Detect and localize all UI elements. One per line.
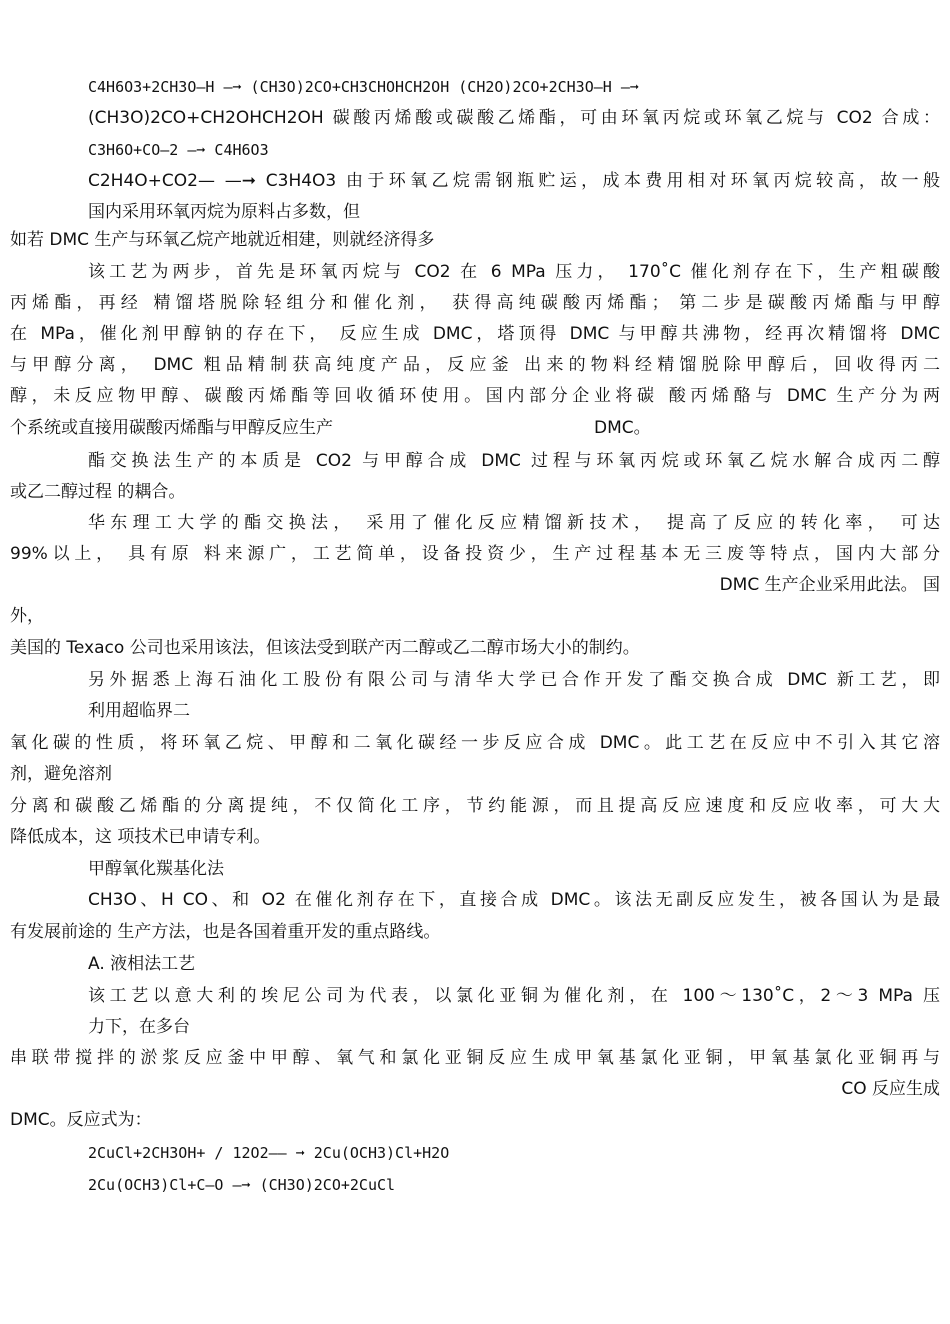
text-line: 或乙二醇过程 的耦合。 xyxy=(10,482,186,502)
text-line: DMC。反应式为： xyxy=(10,1110,152,1130)
text-line: 利用超临界二 xyxy=(88,701,190,721)
text-line: 丙烯酯，再经 精馏塔脱除轻组分和催化剂， 获得高纯碳酸丙烯酯； 第二步是碳酸丙烯酯与甲醇 xyxy=(10,293,940,313)
text-line: 美国的 Texaco 公司也采用该法，但该法受到联产丙二醇或乙二醇市场大小的制约。 xyxy=(10,638,640,658)
text-line: 该工艺为两步，首先是环氧丙烷与 CO2 在 6 MPa 压力， 170˚C 催化剂存在下，生产粗碳酸 xyxy=(88,262,940,282)
text-line: 外， xyxy=(10,606,44,626)
text-line: DMC 生产企业采用此法。 国 xyxy=(719,575,940,595)
text-line: 与甲醇分离， DMC 粗品精制获高纯度产品，反应釜 出来的物料经精馏脱除甲醇后，回收得丙二 xyxy=(10,355,940,375)
text-line: (CH3O)2CO+CH2OHCH2OH 碳酸丙烯酸或碳酸乙烯酯，可由环氧丙烷或环氧乙烷与 CO2 合成： xyxy=(88,108,940,128)
text-line: 醇，未反应物甲醇、碳酸丙烯酯等回收循环使用。国内部分企业将碳 酸丙烯酪与 DMC 生产分为两 xyxy=(10,386,940,406)
text-line: 酯交换法生产的本质是 CO2 与甲醇合成 DMC 过程与环氧丙烷或环氧乙烷水解合成丙二醇 xyxy=(88,451,940,471)
text-line: CH3O、H CO、和 O2 在催化剂存在下，直接合成 DMC。该法无副反应发生，被各国认为是最 xyxy=(88,890,940,910)
text-line: 国内采用环氧丙烷为原料占多数，但 xyxy=(88,202,360,222)
text-line: 剂，避免溶剂 xyxy=(10,764,112,784)
text-line: 如若 DMC 生产与环氧乙烷产地就近相建，则就经济得多 xyxy=(10,230,435,250)
text-line: 降低成本，这 项技术已申请专利。 xyxy=(10,827,271,847)
text-line: 力下，在多台 xyxy=(88,1017,190,1037)
equation-line: C4H6O3+2CH3O—H —➞ (CH3O)2CO+CH3CHOHCH2OH (CH2O)2CO+2CH3O—H —➞ xyxy=(88,78,639,96)
text-line: CO 反应生成 xyxy=(841,1079,940,1099)
text-line: 该工艺以意大利的埃尼公司为代表，以氯化亚铜为催化剂，在 100～130˚C，2～3 MPa 压 xyxy=(88,986,940,1006)
text-line: 个系统或直接用碳酸丙烯酯与甲醇反应生产 xyxy=(10,418,333,438)
text-line: 分离和碳酸乙烯酯的分离提纯，不仅简化工序，节约能源，而且提高反应速度和反应收率，可大大 xyxy=(10,796,940,816)
text-line: C2H4O+CO2— —➞ C3H4O3 由于环氧乙烷需钢瓶贮运，成本费用相对环氧丙烷较高，故一般 xyxy=(88,171,940,191)
text-line: 有发展前途的 生产方法，也是各国着重开发的重点路线。 xyxy=(10,922,441,942)
text-line: 99%以上， 具有原 料来源广，工艺简单，设备投资少，生产过程基本无三废等特点，国内大部分 xyxy=(10,544,940,564)
text-line: 另外据悉上海石油化工股份有限公司与清华大学已合作开发了酯交换合成 DMC 新工艺，即 xyxy=(88,670,940,690)
section-heading: 甲醇氧化羰基化法 xyxy=(88,859,224,879)
subsection-heading: A. 液相法工艺 xyxy=(88,954,196,974)
equation-line: 2Cu(OCH3)Cl+C—O —➞ (CH3O)2CO+2CuCl xyxy=(88,1176,396,1194)
text-fragment: DMC。 xyxy=(594,418,651,438)
text-line: 华东理工大学的酯交换法， 采用了催化反应精馏新技术， 提高了反应的转化率， 可达 xyxy=(88,513,940,533)
text-line: 串联带搅拌的淤浆反应釜中甲醇、氧气和氯化亚铜反应生成甲氧基氯化亚铜，甲氧基氯化亚铜再与 xyxy=(10,1048,940,1068)
text-line: 氧化碳的性质，将环氧乙烷、甲醇和二氧化碳经一步反应合成 DMC。此工艺在反应中不引入其它溶 xyxy=(10,733,940,753)
equation-line: C3H6O+CO—2 —➞ C4H6O3 xyxy=(88,141,269,159)
equation-line: 2CuCl+2CH3OH+ / 12O2—— ➞ 2Cu(OCH3)Cl+H2O xyxy=(88,1144,450,1162)
text-line: 在 MPa，催化剂甲醇钠的存在下， 反应生成 DMC，塔顶得 DMC 与甲醇共沸物，经再次精馏将 DMC xyxy=(10,324,940,344)
